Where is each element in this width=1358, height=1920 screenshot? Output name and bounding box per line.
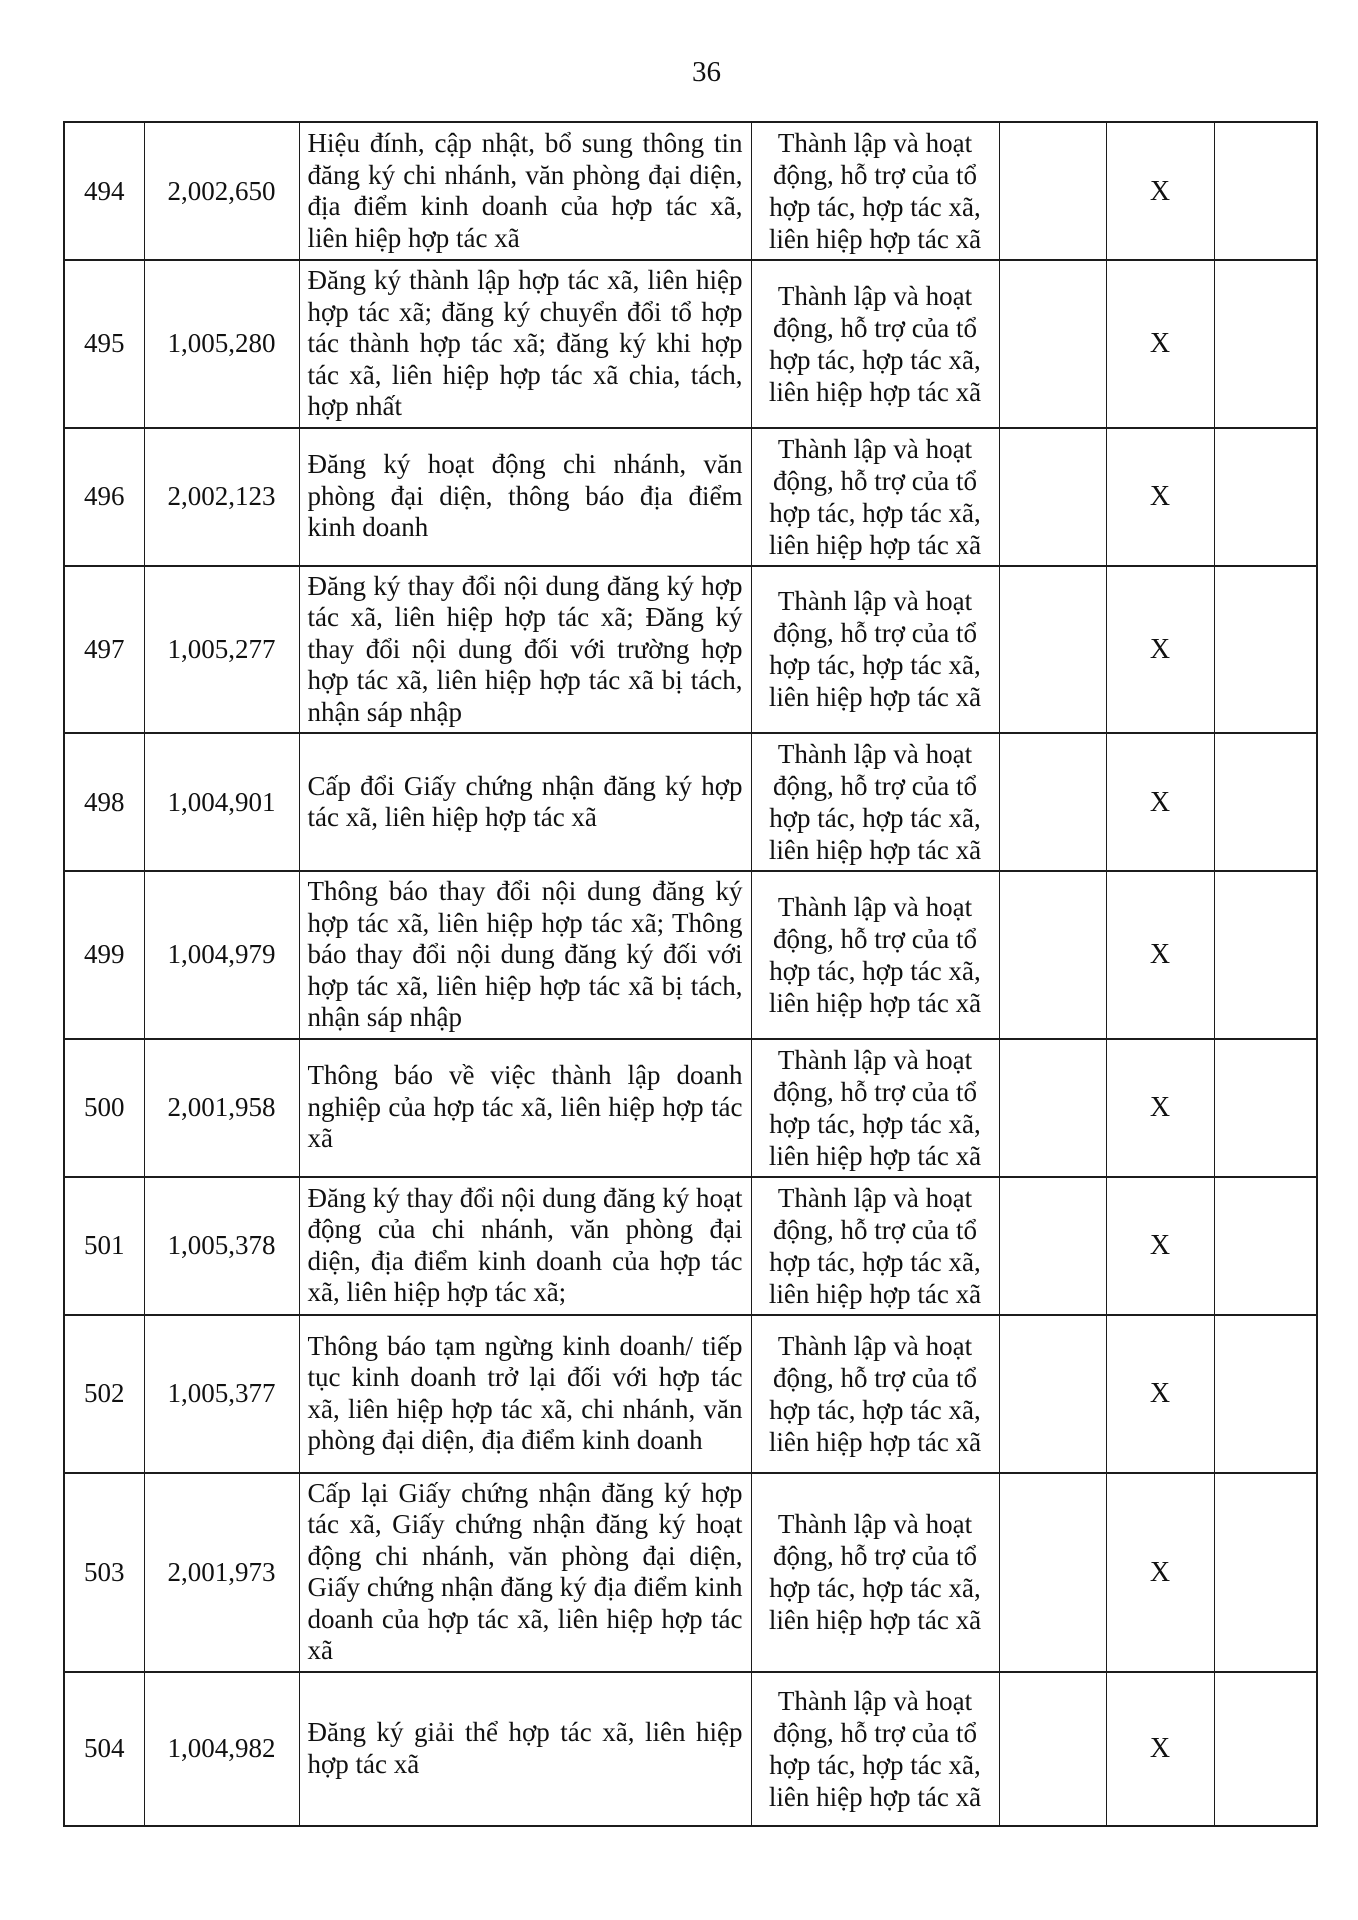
procedure-code-cell: 1,004,979 <box>144 871 299 1039</box>
check-mark-cell: X <box>1106 1473 1214 1672</box>
table-row <box>64 1177 1317 1315</box>
table-row <box>64 733 1317 871</box>
check-mark-cell: X <box>1106 1315 1214 1473</box>
check-mark-cell: X <box>1106 566 1214 734</box>
procedure-code-cell: 1,004,982 <box>144 1672 299 1826</box>
procedure-description-cell: Đăng ký thay đổi nội dung đăng ký hoạt động của chi nhánh, văn phòng đại diện, địa điểm kinh doanh của hợp tác xã, liên hiệp hợp tác xã; <box>299 1177 751 1315</box>
category-cell: Thành lập và hoạt động, hỗ trợ của tổ hợp tác, hợp tác xã, liên hiệp hợp tác xã <box>751 1039 999 1177</box>
empty-cell <box>999 1039 1106 1177</box>
row-number-cell: 501 <box>64 1177 144 1315</box>
procedure-description-cell: Đăng ký thành lập hợp tác xã, liên hiệp hợp tác xã; đăng ký chuyển đổi tổ hợp tác thành hợp tác xã; đăng ký khi hợp tác xã, liên hiệp hợp tác xã chia, tách, hợp nhất <box>299 260 751 428</box>
category-cell: Thành lập và hoạt động, hỗ trợ của tổ hợp tác, hợp tác xã, liên hiệp hợp tác xã <box>751 1177 999 1315</box>
table-row <box>64 122 1317 260</box>
procedure-code-cell: 1,005,277 <box>144 566 299 734</box>
empty-cell <box>1214 1473 1317 1672</box>
check-mark-cell: X <box>1106 122 1214 260</box>
category-cell: Thành lập và hoạt động, hỗ trợ của tổ hợp tác, hợp tác xã, liên hiệp hợp tác xã <box>751 122 999 260</box>
table-row <box>64 1473 1317 1672</box>
category-cell: Thành lập và hoạt động, hỗ trợ của tổ hợp tác, hợp tác xã, liên hiệp hợp tác xã <box>751 871 999 1039</box>
procedure-code-cell: 2,002,650 <box>144 122 299 260</box>
procedure-code-cell: 1,004,901 <box>144 733 299 871</box>
check-mark-cell: X <box>1106 428 1214 566</box>
category-cell: Thành lập và hoạt động, hỗ trợ của tổ hợp tác, hợp tác xã, liên hiệp hợp tác xã <box>751 733 999 871</box>
procedure-description-cell: Đăng ký giải thể hợp tác xã, liên hiệp hợp tác xã <box>299 1672 751 1826</box>
procedure-description-cell: Thông báo tạm ngừng kinh doanh/ tiếp tục kinh doanh trở lại đối với hợp tác xã, liên hiệp hợp tác xã, chi nhánh, văn phòng đại diện, địa điểm kinh doanh <box>299 1315 751 1473</box>
table-row <box>64 1672 1317 1826</box>
procedure-code-cell: 2,001,958 <box>144 1039 299 1177</box>
procedure-description-cell: Thông báo về việc thành lập doanh nghiệp của hợp tác xã, liên hiệp hợp tác xã <box>299 1039 751 1177</box>
row-number-cell: 503 <box>64 1473 144 1672</box>
empty-cell <box>1214 1315 1317 1473</box>
table-row <box>64 1039 1317 1177</box>
procedure-description-cell: Đăng ký thay đổi nội dung đăng ký hợp tác xã, liên hiệp hợp tác xã; Đăng ký thay đổi nội dung đối với trường hợp hợp tác xã, liên hiệp hợp tác xã bị tách, nhận sáp nhập <box>299 566 751 734</box>
row-number-cell: 502 <box>64 1315 144 1473</box>
category-cell: Thành lập và hoạt động, hỗ trợ của tổ hợp tác, hợp tác xã, liên hiệp hợp tác xã <box>751 1473 999 1672</box>
empty-cell <box>999 428 1106 566</box>
empty-cell <box>1214 871 1317 1039</box>
row-number-cell: 500 <box>64 1039 144 1177</box>
procedure-description-cell: Cấp đổi Giấy chứng nhận đăng ký hợp tác xã, liên hiệp hợp tác xã <box>299 733 751 871</box>
empty-cell <box>1214 1672 1317 1826</box>
empty-cell <box>1214 428 1317 566</box>
empty-cell <box>999 566 1106 734</box>
category-cell: Thành lập và hoạt động, hỗ trợ của tổ hợp tác, hợp tác xã, liên hiệp hợp tác xã <box>751 428 999 566</box>
empty-cell <box>1214 260 1317 428</box>
procedure-code-cell: 2,002,123 <box>144 428 299 566</box>
check-mark-cell: X <box>1106 733 1214 871</box>
procedure-code-cell: 1,005,378 <box>144 1177 299 1315</box>
row-number-cell: 498 <box>64 733 144 871</box>
row-number-cell: 495 <box>64 260 144 428</box>
empty-cell <box>1214 1177 1317 1315</box>
table-row <box>64 1315 1317 1473</box>
procedure-code-cell: 1,005,280 <box>144 260 299 428</box>
check-mark-cell: X <box>1106 260 1214 428</box>
empty-cell <box>1214 122 1317 260</box>
procedure-description-cell: Thông báo thay đổi nội dung đăng ký hợp tác xã, liên hiệp hợp tác xã; Thông báo thay đổi nội dung đăng ký đối với hợp tác xã, liên hiệp hợp tác xã bị tách, nhận sáp nhập <box>299 871 751 1039</box>
row-number-cell: 504 <box>64 1672 144 1826</box>
procedure-code-cell: 1,005,377 <box>144 1315 299 1473</box>
check-mark-cell: X <box>1106 871 1214 1039</box>
empty-cell <box>999 1315 1106 1473</box>
table-row <box>64 260 1317 428</box>
procedures-table <box>63 121 1318 1827</box>
table-row <box>64 428 1317 566</box>
procedure-code-cell: 2,001,973 <box>144 1473 299 1672</box>
empty-cell <box>999 1672 1106 1826</box>
procedure-description-cell: Đăng ký hoạt động chi nhánh, văn phòng đại diện, thông báo địa điểm kinh doanh <box>299 428 751 566</box>
empty-cell <box>999 260 1106 428</box>
row-number-cell: 494 <box>64 122 144 260</box>
empty-cell <box>999 1177 1106 1315</box>
empty-cell <box>1214 1039 1317 1177</box>
check-mark-cell: X <box>1106 1672 1214 1826</box>
empty-cell <box>999 871 1106 1039</box>
empty-cell <box>999 122 1106 260</box>
procedure-description-cell: Hiệu đính, cập nhật, bổ sung thông tin đăng ký chi nhánh, văn phòng đại diện, địa điểm kinh doanh của hợp tác xã, liên hiệp hợp tác xã <box>299 122 751 260</box>
empty-cell <box>999 1473 1106 1672</box>
empty-cell <box>999 733 1106 871</box>
category-cell: Thành lập và hoạt động, hỗ trợ của tổ hợp tác, hợp tác xã, liên hiệp hợp tác xã <box>751 566 999 734</box>
table-body <box>64 122 1317 1826</box>
empty-cell <box>1214 733 1317 871</box>
table-row <box>64 871 1317 1039</box>
check-mark-cell: X <box>1106 1177 1214 1315</box>
page-number: 36 <box>692 56 721 88</box>
category-cell: Thành lập và hoạt động, hỗ trợ của tổ hợp tác, hợp tác xã, liên hiệp hợp tác xã <box>751 1315 999 1473</box>
procedure-description-cell: Cấp lại Giấy chứng nhận đăng ký hợp tác xã, Giấy chứng nhận đăng ký hoạt động chi nhánh, văn phòng đại diện, Giấy chứng nhận đăng ký địa điểm kinh doanh của hợp tác xã, liên hiệp hợp tác xã <box>299 1473 751 1672</box>
table-row <box>64 566 1317 734</box>
empty-cell <box>1214 566 1317 734</box>
row-number-cell: 496 <box>64 428 144 566</box>
row-number-cell: 497 <box>64 566 144 734</box>
category-cell: Thành lập và hoạt động, hỗ trợ của tổ hợp tác, hợp tác xã, liên hiệp hợp tác xã <box>751 260 999 428</box>
check-mark-cell: X <box>1106 1039 1214 1177</box>
row-number-cell: 499 <box>64 871 144 1039</box>
category-cell: Thành lập và hoạt động, hỗ trợ của tổ hợp tác, hợp tác xã, liên hiệp hợp tác xã <box>751 1672 999 1826</box>
